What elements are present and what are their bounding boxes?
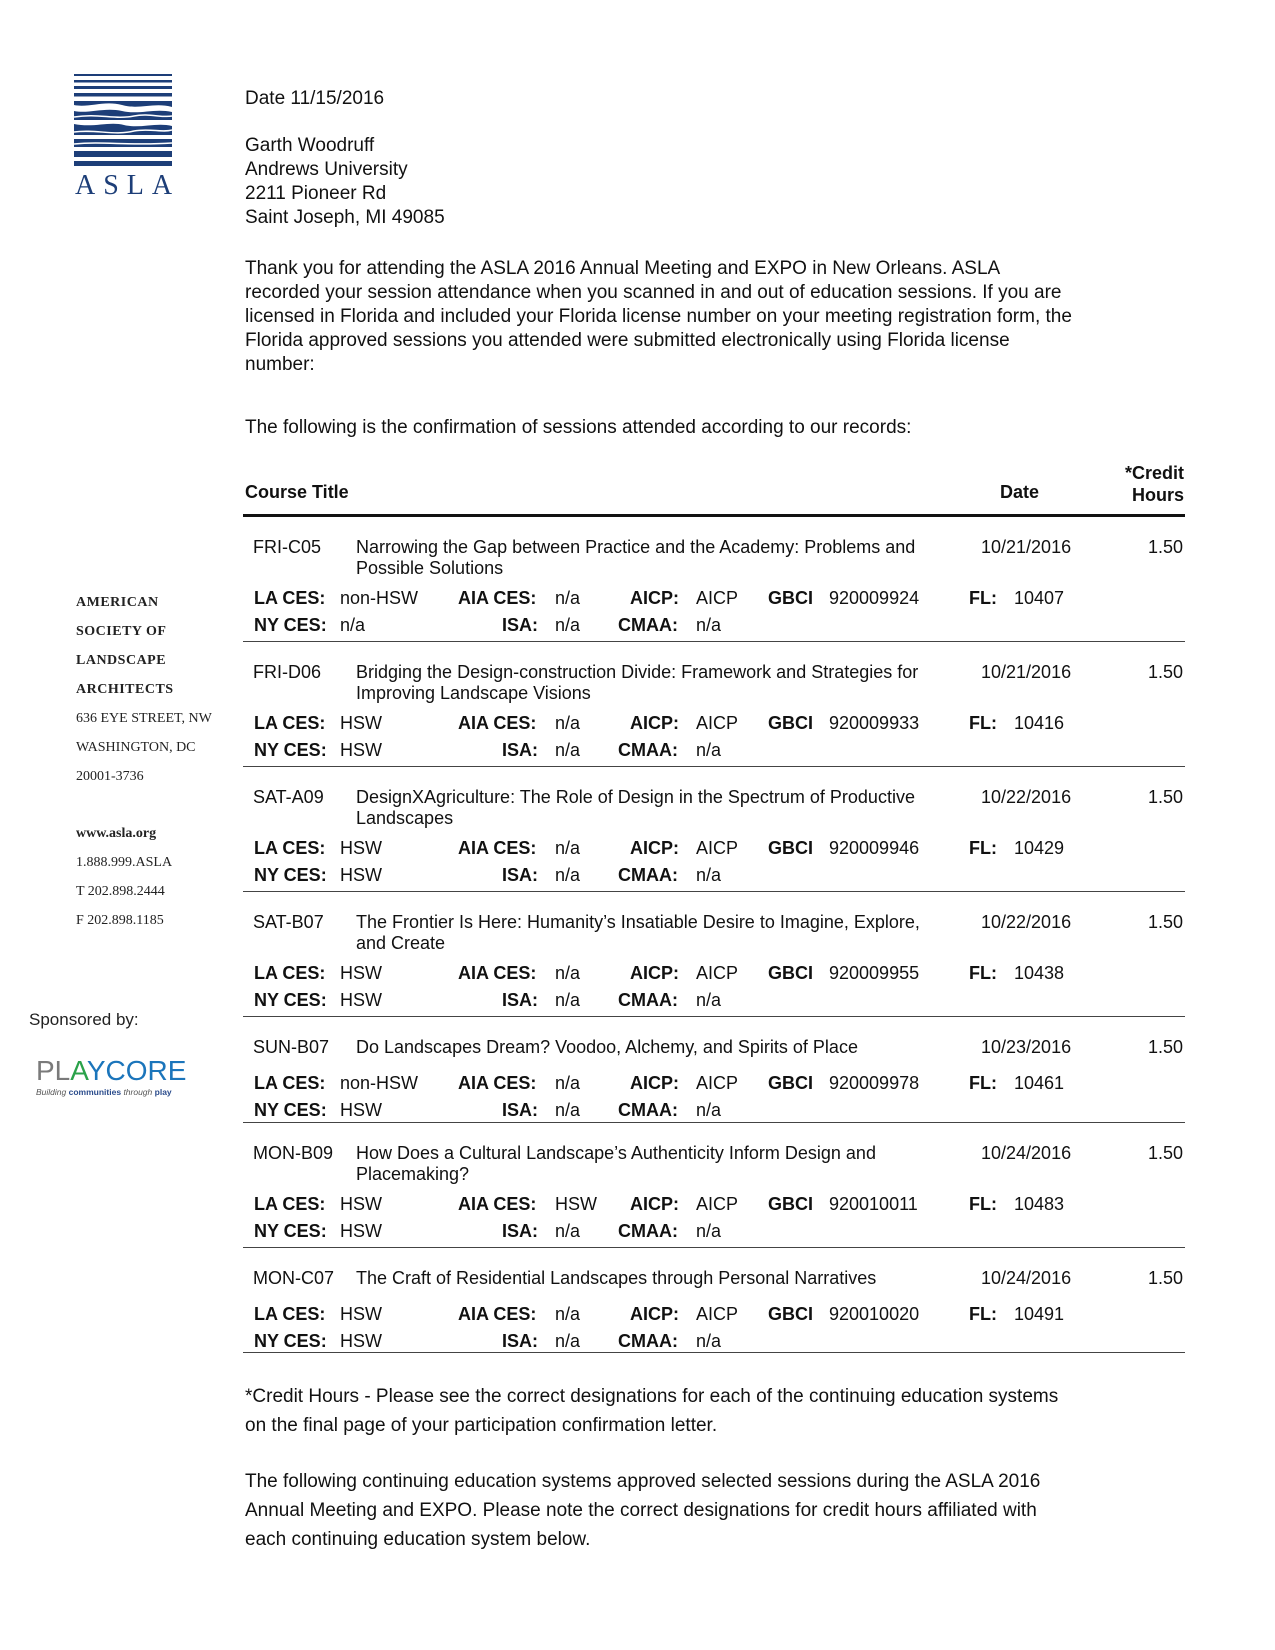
fl-label: FL:	[969, 713, 997, 733]
la-ces-value: HSW	[340, 963, 382, 983]
recipient-org: Andrews University	[245, 159, 408, 180]
footnote-line: *Credit Hours - Please see the correct designations for each of the continuing education systems	[245, 1386, 1059, 1407]
session-date: 10/24/2016	[981, 1143, 1072, 1163]
session-code: SAT-A09	[253, 787, 324, 807]
gbci-value: 920009924	[829, 588, 920, 608]
cmaa-value: n/a	[696, 1100, 722, 1120]
session-row	[243, 517, 1185, 642]
gbci-value: 920009933	[829, 713, 920, 733]
session-credit-hours: 1.50	[1147, 1268, 1183, 1288]
session-row	[243, 892, 1185, 1017]
aia-ces-label: AIA CES:	[458, 963, 537, 983]
cmaa-label: CMAA:	[618, 865, 678, 885]
isa-value: n/a	[555, 740, 581, 760]
session-credit-hours: 1.50	[1147, 787, 1183, 807]
session-code: SAT-B07	[253, 912, 324, 932]
isa-label: ISA:	[502, 615, 538, 635]
la-ces-value: HSW	[340, 713, 382, 733]
fl-label: FL:	[969, 838, 997, 858]
session-date: 10/21/2016	[981, 537, 1072, 557]
aicp-value: AICP	[696, 1194, 739, 1214]
aicp-label: AICP:	[630, 963, 679, 983]
intro-line: Florida approved sessions you attended were submitted electronically using Florida license	[245, 330, 1010, 351]
aia-ces-value: n/a	[555, 1073, 581, 1093]
intro-line: Thank you for attending the ASLA 2016 Annual Meeting and EXPO in New Orleans. ASLA	[245, 258, 1001, 279]
intro-line: recorded your session attendance when you scanned in and out of education sessions. If you are	[245, 282, 1062, 303]
aia-ces-label: AIA CES:	[458, 1073, 537, 1093]
aicp-value: AICP	[696, 1304, 739, 1324]
aia-ces-value: HSW	[555, 1194, 597, 1214]
la-ces-label: LA CES:	[254, 713, 326, 733]
aia-ces-label: AIA CES:	[458, 1194, 537, 1214]
cmaa-label: CMAA:	[618, 1331, 678, 1351]
fl-value: 10429	[1014, 838, 1065, 858]
asla-logo	[74, 74, 181, 202]
isa-label: ISA:	[502, 990, 538, 1010]
fl-label: FL:	[969, 1194, 997, 1214]
la-ces-label: LA CES:	[254, 1073, 326, 1093]
ny-ces-label: NY CES:	[254, 865, 327, 885]
isa-label: ISA:	[502, 1100, 538, 1120]
playcore-tagline: Building communities through play	[36, 1087, 172, 1097]
ny-ces-value: HSW	[340, 1331, 382, 1351]
session-credit-hours: 1.50	[1147, 912, 1183, 932]
ces-row-1	[243, 1304, 1185, 1326]
cmaa-value: n/a	[696, 1331, 722, 1351]
recipient-name: Garth Woodruff	[245, 135, 375, 156]
gbci-label: GBCI	[768, 838, 813, 858]
playcore-part-3: Y	[86, 1055, 106, 1086]
playcore-wordmark	[36, 1056, 196, 1086]
aicp-label: AICP:	[630, 1073, 679, 1093]
session-row	[243, 642, 1185, 767]
ces-row-2	[243, 1331, 1185, 1353]
recipient-city: Saint Joseph, MI 49085	[245, 207, 445, 228]
header-date: Date	[1000, 482, 1040, 502]
playcore-part-2: A	[70, 1055, 87, 1086]
ces-row-1	[243, 963, 1185, 985]
session-title: How Does a Cultural Landscape’s Authenticity Inform Design and Placemaking?	[356, 1143, 876, 1184]
fl-value: 10438	[1014, 963, 1065, 983]
session-title: The Craft of Residential Landscapes through Personal Narratives	[356, 1268, 877, 1288]
fl-label: FL:	[969, 1073, 997, 1093]
aia-ces-label: AIA CES:	[458, 1304, 537, 1324]
session-code: MON-C07	[253, 1268, 335, 1288]
session-code: FRI-D06	[253, 662, 322, 682]
gbci-value: 920010020	[829, 1304, 920, 1324]
gbci-value: 920009946	[829, 838, 920, 858]
ces-row-2	[243, 740, 1185, 762]
recipient-address	[245, 134, 445, 230]
gbci-value: 920009978	[829, 1073, 920, 1093]
ny-ces-value: HSW	[340, 1100, 382, 1120]
gbci-value: 920009955	[829, 963, 920, 983]
isa-value: n/a	[555, 615, 581, 635]
la-ces-label: LA CES:	[254, 838, 326, 858]
la-ces-value: HSW	[340, 1194, 382, 1214]
aicp-label: AICP:	[630, 588, 679, 608]
gbci-label: GBCI	[768, 1304, 813, 1324]
la-ces-label: LA CES:	[254, 1304, 326, 1324]
aicp-label: AICP:	[630, 1304, 679, 1324]
la-ces-label: LA CES:	[254, 963, 326, 983]
org-line-4: ARCHITECTS	[76, 682, 174, 697]
playcore-logo	[36, 1056, 196, 1097]
intro-line: number:	[245, 354, 315, 375]
recipient-street: 2211 Pioneer Rd	[245, 183, 387, 204]
aia-ces-value: n/a	[555, 963, 581, 983]
ny-ces-label: NY CES:	[254, 1221, 327, 1241]
aicp-value: AICP	[696, 963, 739, 983]
session-credit-hours: 1.50	[1147, 1143, 1183, 1163]
ces-row-2	[243, 615, 1185, 637]
cmaa-value: n/a	[696, 740, 722, 760]
session-title: Narrowing the Gap between Practice and the Academy: Problems and Possible Solutions	[356, 537, 916, 578]
cmaa-value: n/a	[696, 990, 722, 1010]
session-title: DesignXAgriculture: The Role of Design in the Spectrum of Productive Landscapes	[356, 787, 915, 828]
sessions-table	[243, 517, 1185, 1353]
la-ces-value: non-HSW	[340, 588, 419, 608]
cmaa-value: n/a	[696, 615, 722, 635]
closing-paragraph	[245, 1467, 1165, 1554]
gbci-label: GBCI	[768, 713, 813, 733]
aicp-value: AICP	[696, 838, 739, 858]
city-address: WASHINGTON, DC	[76, 740, 196, 755]
street-address: 636 EYE STREET, NW	[76, 711, 212, 726]
fax-number: F 202.898.1185	[76, 913, 164, 928]
website-link[interactable]: www.asla.org	[76, 826, 157, 841]
aicp-label: AICP:	[630, 838, 679, 858]
aicp-value: AICP	[696, 713, 739, 733]
intro-paragraph	[245, 257, 1165, 377]
header-course-title: Course Title	[245, 482, 349, 502]
session-title: Bridging the Design-construction Divide: Framework and Strategies for Improving Landscape Visions	[356, 662, 919, 703]
gbci-label: GBCI	[768, 963, 813, 983]
asla-wave-icon	[74, 74, 172, 166]
session-credit-hours: 1.50	[1147, 537, 1183, 557]
playcore-part-1: PL	[36, 1055, 71, 1086]
cmaa-label: CMAA:	[618, 1100, 678, 1120]
ces-row-1	[243, 1194, 1185, 1216]
isa-value: n/a	[555, 990, 581, 1010]
isa-value: n/a	[555, 1100, 581, 1120]
session-credit-hours: 1.50	[1147, 1037, 1183, 1057]
isa-value: n/a	[555, 865, 581, 885]
fl-value: 10491	[1014, 1304, 1065, 1324]
session-code: MON-B09	[253, 1143, 334, 1163]
ny-ces-value: HSW	[340, 990, 382, 1010]
phone-number: T 202.898.2444	[76, 884, 165, 899]
gbci-label: GBCI	[768, 1194, 813, 1214]
ny-ces-label: NY CES:	[254, 740, 327, 760]
ces-row-2	[243, 865, 1185, 887]
session-code: FRI-C05	[253, 537, 322, 557]
session-row	[243, 1123, 1185, 1248]
ces-row-1	[243, 713, 1185, 735]
footnote-line: on the final page of your participation confirmation letter.	[245, 1415, 718, 1436]
header-credit-hours	[1100, 462, 1184, 506]
la-ces-label: LA CES:	[254, 588, 326, 608]
aia-ces-value: n/a	[555, 838, 581, 858]
aia-ces-value: n/a	[555, 713, 581, 733]
ny-ces-label: NY CES:	[254, 990, 327, 1010]
la-ces-label: LA CES:	[254, 1194, 326, 1214]
isa-label: ISA:	[502, 740, 538, 760]
aicp-value: AICP	[696, 588, 739, 608]
ny-ces-label: NY CES:	[254, 615, 327, 635]
cmaa-value: n/a	[696, 865, 722, 885]
ces-row-2	[243, 1100, 1185, 1122]
ny-ces-value: HSW	[340, 865, 382, 885]
aicp-label: AICP:	[630, 713, 679, 733]
session-date: 10/21/2016	[981, 662, 1072, 682]
la-ces-value: non-HSW	[340, 1073, 419, 1093]
header-credit-line-2: Hours	[1131, 485, 1184, 505]
fl-label: FL:	[969, 588, 997, 608]
ny-ces-label: NY CES:	[254, 1331, 327, 1351]
session-row	[243, 1248, 1185, 1353]
session-row	[243, 767, 1185, 892]
ny-ces-value: HSW	[340, 740, 382, 760]
ces-row-2	[243, 990, 1185, 1012]
gbci-label: GBCI	[768, 588, 813, 608]
cmaa-label: CMAA:	[618, 615, 678, 635]
ces-row-1	[243, 838, 1185, 860]
session-credit-hours: 1.50	[1147, 662, 1183, 682]
session-title: Do Landscapes Dream? Voodoo, Alchemy, and Spirits of Place	[356, 1037, 858, 1057]
closing-line: each continuing education system below.	[245, 1529, 591, 1550]
fl-label: FL:	[969, 963, 997, 983]
aicp-value: AICP	[696, 1073, 739, 1093]
sponsor-label: Sponsored by:	[29, 1010, 139, 1029]
fl-value: 10483	[1014, 1194, 1065, 1214]
playcore-part-4: CORE	[105, 1055, 187, 1086]
session-date: 10/22/2016	[981, 912, 1072, 932]
aia-ces-label: AIA CES:	[458, 838, 537, 858]
org-line-2: SOCIETY OF	[76, 624, 167, 639]
sidebar-address	[76, 588, 246, 935]
confirmation-sentence: The following is the confirmation of sessions attended according to our records:	[245, 417, 912, 438]
session-date: 10/23/2016	[981, 1037, 1072, 1057]
cmaa-value: n/a	[696, 1221, 722, 1241]
cmaa-label: CMAA:	[618, 1221, 678, 1241]
isa-label: ISA:	[502, 1221, 538, 1241]
isa-label: ISA:	[502, 865, 538, 885]
gbci-label: GBCI	[768, 1073, 813, 1093]
session-date: 10/22/2016	[981, 787, 1072, 807]
cmaa-label: CMAA:	[618, 990, 678, 1010]
header-credit-line-1: *Credit	[1124, 463, 1184, 483]
fl-label: FL:	[969, 1304, 997, 1324]
closing-line: Annual Meeting and EXPO. Please note the correct designations for credit hours affiliated with	[245, 1500, 1037, 1521]
ny-ces-value: HSW	[340, 1221, 382, 1241]
la-ces-value: HSW	[340, 838, 382, 858]
org-line-1: AMERICAN	[76, 595, 159, 610]
closing-line: The following continuing education systems approved selected sessions during the ASLA 2016	[245, 1471, 1041, 1492]
cmaa-label: CMAA:	[618, 740, 678, 760]
zip-code: 20001-3736	[76, 769, 144, 784]
fl-value: 10407	[1014, 588, 1065, 608]
org-line-3: LANDSCAPE	[76, 653, 167, 668]
intro-line: licensed in Florida and included your Florida license number on your meeting registration form, the	[245, 306, 1072, 327]
isa-label: ISA:	[502, 1331, 538, 1351]
ny-ces-label: NY CES:	[254, 1100, 327, 1120]
letter-date: Date 11/15/2016	[245, 88, 385, 109]
asla-wordmark: ASLA	[75, 170, 181, 201]
session-code: SUN-B07	[253, 1037, 330, 1057]
fl-value: 10461	[1014, 1073, 1065, 1093]
aia-ces-label: AIA CES:	[458, 713, 537, 733]
ces-row-1	[243, 1073, 1185, 1095]
ces-row-2	[243, 1221, 1185, 1243]
ny-ces-value: n/a	[340, 615, 366, 635]
session-date: 10/24/2016	[981, 1268, 1072, 1288]
session-title: The Frontier Is Here: Humanity’s Insatiable Desire to Imagine, Explore, and Create	[356, 912, 920, 953]
session-row	[243, 1017, 1185, 1123]
credit-footnote	[245, 1382, 1165, 1440]
isa-value: n/a	[555, 1331, 581, 1351]
la-ces-value: HSW	[340, 1304, 382, 1324]
aia-ces-value: n/a	[555, 588, 581, 608]
aia-ces-value: n/a	[555, 1304, 581, 1324]
isa-value: n/a	[555, 1221, 581, 1241]
ces-row-1	[243, 588, 1185, 610]
aia-ces-label: AIA CES:	[458, 588, 537, 608]
fl-value: 10416	[1014, 713, 1065, 733]
gbci-value: 920010011	[829, 1194, 918, 1214]
aicp-label: AICP:	[630, 1194, 679, 1214]
toll-free-phone: 1.888.999.ASLA	[76, 855, 173, 870]
